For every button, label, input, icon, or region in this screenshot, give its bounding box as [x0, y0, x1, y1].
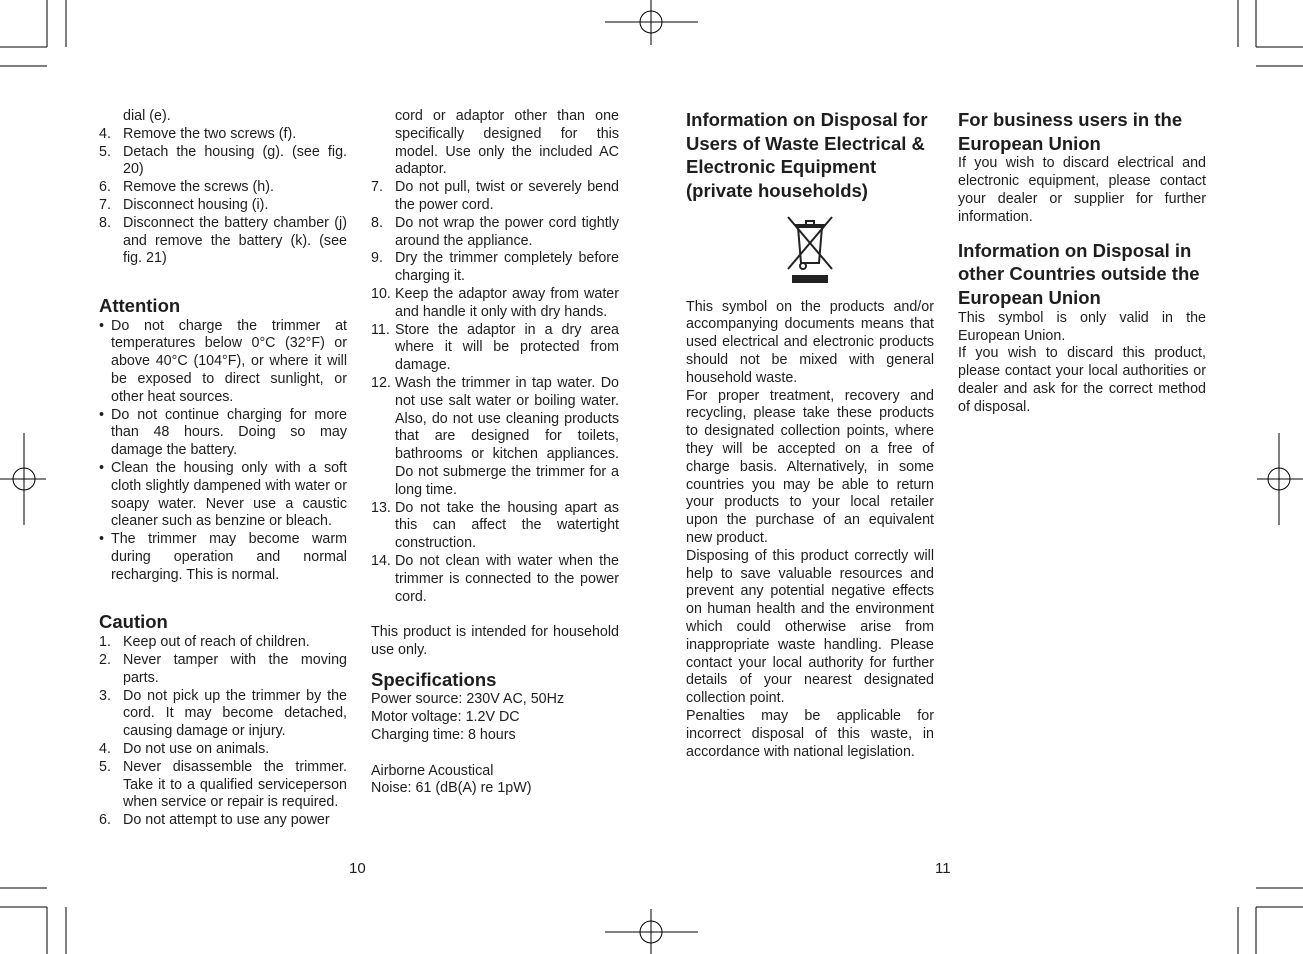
item-text: Keep the adaptor away from water and handle it only with dry hands.	[395, 285, 619, 320]
item-text: Do not use on animals.	[123, 740, 270, 757]
list-item	[371, 553, 619, 606]
item-text: Disconnect housing (i).	[123, 196, 269, 213]
outside-eu-heading: Information on Disposal in other Countries outside the European Union	[958, 239, 1200, 308]
noise-spec	[371, 763, 619, 799]
outside-eu-text-1: This symbol is only valid in the European Union.	[958, 309, 1206, 344]
item-number: 4.	[99, 740, 111, 757]
attention-heading: Attention	[99, 294, 181, 316]
list-item	[99, 126, 347, 144]
business-users-text: If you wish to discard electrical and electronic equipment, please contact your dealer or supplier for further information.	[958, 155, 1206, 225]
item-text: Detach the housing (g). (see fig. 20)	[123, 143, 347, 178]
list-item	[371, 500, 619, 553]
item-number: 9.	[371, 250, 383, 267]
bullet-text: Clean the housing only with a soft cloth slightly dampened with water or soapy water. Never use a caustic cleaner such as benzine or bleach.	[111, 460, 347, 530]
column-1	[99, 108, 347, 830]
item-number: 6.	[99, 179, 111, 196]
crossed-out-wheelie-bin-icon	[784, 213, 836, 285]
item-text: Dry the trimmer completely before charging it.	[395, 250, 619, 285]
list-item	[371, 250, 619, 286]
column-2	[371, 108, 619, 798]
outside-eu-text-2: If you wish to discard this product, please contact your local authorities or dealer and ask for the correct method of disposal.	[958, 345, 1206, 415]
noise-line: Noise: 61 (dB(A) re 1pW)	[371, 780, 532, 797]
disposal-heading: Information on Disposal for Users of Waste Electrical & Electronic Equipment (private households)	[686, 109, 928, 202]
specifications-heading: Specifications	[371, 668, 497, 690]
item-number: 2.	[99, 651, 111, 668]
bullet-icon: •	[99, 531, 105, 548]
item-number: 10.	[371, 285, 391, 302]
list-item	[99, 812, 347, 830]
item-number: 1.	[99, 634, 111, 651]
specifications-list	[371, 691, 619, 744]
item-number: 6.	[99, 812, 111, 829]
item-text: Remove the screws (h).	[123, 179, 274, 196]
page-number-left: 10	[349, 860, 366, 877]
list-item	[99, 179, 347, 197]
bullet-text: Do not continue charging for more than 48 hours. Doing so may damage the battery.	[111, 406, 347, 459]
list-item	[99, 688, 347, 741]
item-number: 5.	[99, 758, 111, 775]
item-number: 14.	[371, 552, 391, 569]
bullet-item	[99, 460, 347, 531]
bullet-text: Do not charge the trimmer at temperatures below 0°C (32°F) or above 40°C (104°F), or where it will be exposed to direct sunlight, or other heat sources.	[111, 317, 347, 405]
list-item	[99, 197, 347, 215]
list-item	[99, 634, 347, 652]
bullet-item	[99, 407, 347, 460]
item-text: Keep out of reach of children.	[123, 634, 310, 651]
item-text: Do not wrap the power cord tightly around the appliance.	[395, 214, 619, 249]
item-number: 7.	[99, 196, 111, 213]
list-item	[99, 215, 347, 268]
bullet-icon: •	[99, 317, 105, 334]
item-number: 7.	[371, 179, 383, 196]
spec-line: Motor voltage: 1.2V DC	[371, 709, 520, 726]
bullet-icon: •	[99, 406, 105, 423]
disassembly-steps	[99, 126, 347, 268]
disposal-text	[686, 299, 934, 762]
item-number: 5.	[99, 143, 111, 160]
noise-line: Airborne Acoustical	[371, 762, 494, 779]
item-text: Wash the trimmer in tap water. Do not use salt water or boiling water. Also, do not use cleaning products that are designed for toilets, bathrooms or kitchen appliances. Do not submerge the trimmer for a long time.	[395, 374, 619, 498]
column-4	[958, 108, 1206, 416]
disposal-paragraph: For proper treatment, recovery and recycling, please take these products to designated collection points, where they will be accepted on a free of charge basis. Alternatively, in some countries you may be able to return your products to your local retailer upon the purchase of an equivalent new product.	[686, 387, 934, 546]
item-text: Do not pull, twist or severely bend the power cord.	[395, 179, 619, 213]
bullet-icon: •	[99, 460, 105, 477]
caution-heading: Caution	[99, 611, 168, 633]
list-item	[99, 741, 347, 759]
disposal-paragraph: Disposing of this product correctly will help to save valuable resources and prevent any potential negative effects on human health and the environment which could otherwise arise from inappropriate waste handling. Please contact your local authority for further details of your nearest designated collection point.	[686, 547, 934, 707]
item-number: 8.	[99, 214, 111, 231]
list-item	[371, 286, 619, 322]
item-text: Remove the two screws (f).	[123, 125, 297, 142]
list-item	[371, 179, 619, 215]
disposal-paragraph: Penalties may be applicable for incorrect disposal of this waste, in accordance with national legislation.	[686, 707, 934, 760]
business-users-heading: For business users in the European Union	[958, 109, 1183, 154]
disposal-paragraph: This symbol on the products and/or accompanying documents means that used electrical and electronic products should not be mixed with general household waste.	[686, 298, 934, 386]
item-number: 11.	[371, 321, 390, 338]
item-number: 8.	[371, 214, 383, 231]
list-item	[371, 322, 619, 375]
intended-use: This product is intended for household use only.	[371, 624, 619, 658]
page-number-right: 11	[935, 860, 951, 877]
bullet-item	[99, 318, 347, 407]
caution-list	[99, 634, 347, 830]
list-item	[99, 144, 347, 180]
list-item	[371, 215, 619, 251]
list-item	[99, 759, 347, 812]
item-text: Do not take the housing apart as this can affect the watertight construction.	[395, 499, 619, 552]
bullet-item	[99, 531, 347, 584]
item-text: Do not clean with water when the trimmer is connected to the power cord.	[395, 552, 619, 605]
attention-list	[99, 318, 347, 585]
item-text: Store the adaptor in a dry area where it will be protected from damage.	[395, 321, 619, 374]
item-number: 3.	[99, 687, 111, 704]
item-text: Never disassemble the trimmer. Take it to a qualified serviceperson when service or repair is required.	[123, 758, 347, 811]
continued-step: dial (e).	[123, 108, 171, 124]
item-text: Do not pick up the trimmer by the cord. It may become detached, causing damage or injury.	[123, 687, 347, 740]
bullet-text: The trimmer may become warm during operation and normal recharging. This is normal.	[111, 531, 347, 583]
spec-line: Charging time: 8 hours	[371, 727, 516, 743]
item-text: Do not attempt to use any power	[123, 812, 330, 829]
item-number: 13.	[371, 499, 391, 516]
item-number: 4.	[99, 125, 111, 142]
item-text: Never tamper with the moving parts.	[123, 651, 347, 686]
spec-line: Power source: 230V AC, 50Hz	[371, 691, 565, 708]
list-item	[99, 652, 347, 688]
column-3	[686, 108, 934, 761]
item-text: Disconnect the battery chamber (j) and remove the battery (k). (see fig. 21)	[123, 214, 347, 267]
item-number: 12.	[371, 374, 391, 391]
list-item	[371, 375, 619, 500]
caution-list-continued	[371, 179, 619, 606]
continued-caution: cord or adaptor other than one specifically designed for this model. Use only the included AC adaptor.	[395, 108, 619, 178]
